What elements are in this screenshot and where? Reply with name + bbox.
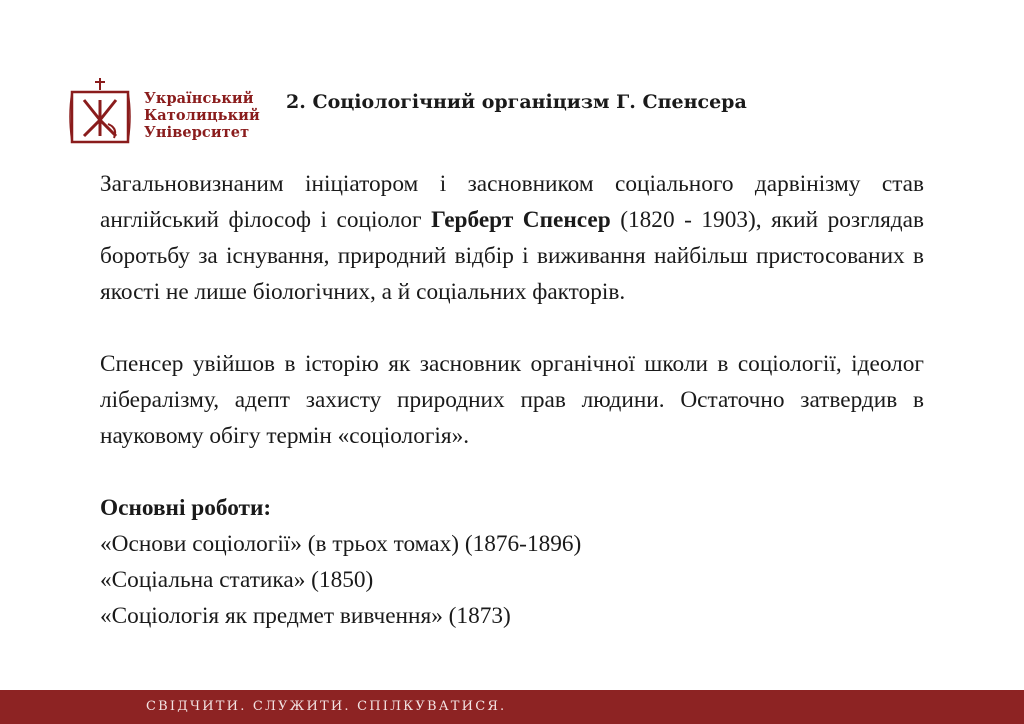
list-item: «Соціальна статика» (1850): [100, 567, 374, 593]
university-logo: [64, 76, 279, 156]
university-name-line: Український: [144, 90, 254, 107]
works-list: [100, 526, 924, 634]
paragraph-text: Загальновизнаним ініціатором і засновником соціального дарвінізму став англійський філософ і соціолог: [100, 171, 924, 233]
slide-title: 2. Соціологічний органіцизм Г. Спенсера: [286, 91, 747, 113]
university-name-line: Університет: [144, 124, 250, 141]
paragraph-text: (1820 - 1903), який розглядав боротьбу за існування, природний відбір і виживання найбільш пристосованих в якості не лише біологічних, а й соціальних факторів.: [100, 207, 924, 305]
university-name-line: Католицький: [144, 107, 260, 124]
paragraph-spacer: [100, 454, 924, 490]
list-item: «Соціологія як предмет вивчення» (1873): [100, 603, 511, 629]
paragraph-spencer-intro: [100, 166, 924, 310]
list-item: «Основи соціології» (в трьох томах) (1876-1896): [100, 531, 582, 557]
paragraph-spacer: [100, 310, 924, 346]
footer-motto: СВІДЧИТИ. СЛУЖИТИ. СПІЛКУВАТИСЯ.: [146, 699, 507, 714]
footer-bar: [0, 690, 1024, 724]
university-name: [144, 90, 260, 141]
paragraph-spencer-legacy: Спенсер увійшов в історію як засновник органічної школи в соціології, ідеолог лібералізму, адепт захисту природних прав людини. Остаточно затвердив в науковому обігу термін «соціологія».: [100, 351, 924, 449]
works-heading: Основні роботи:: [100, 495, 272, 521]
slide-content: [100, 166, 924, 634]
university-emblem-icon: [64, 76, 136, 148]
spencer-name: Герберт Спенсер: [431, 207, 611, 233]
